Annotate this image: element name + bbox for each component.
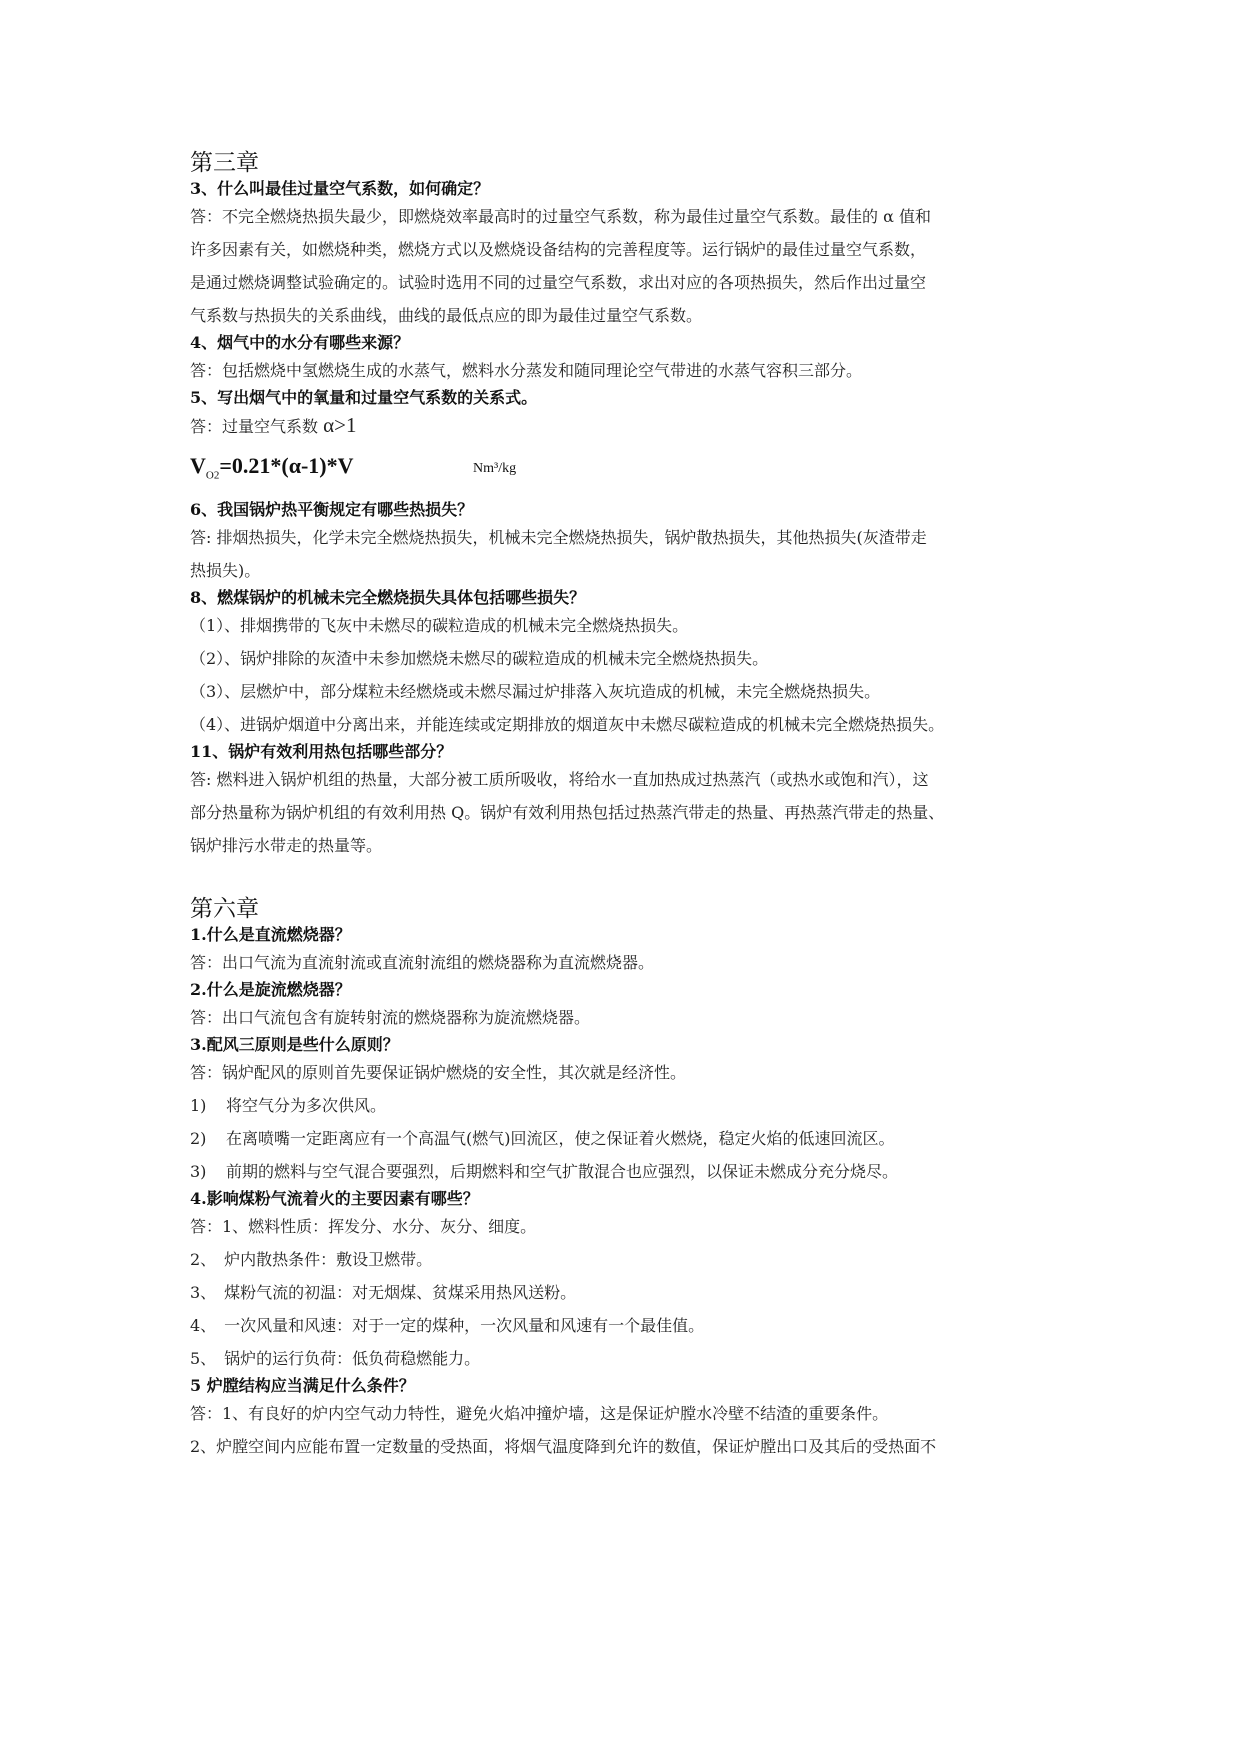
answer-line: 锅炉排污水带走的热量等。 bbox=[190, 836, 383, 855]
formula-v: V bbox=[190, 453, 206, 478]
answer-line: 许多因素有关，如燃烧种类，燃烧方式以及燃烧设备结构的完善程度等。运行锅炉的最佳过量空气系数， bbox=[190, 240, 927, 259]
answer-line: 答：锅炉配风的原则首先要保证锅炉燃烧的安全性，其次就是经济性。 bbox=[190, 1063, 687, 1082]
document-page bbox=[190, 148, 1060, 1463]
list-text: 将空气分为多次供风。 bbox=[226, 1096, 387, 1115]
oxygen-formula bbox=[190, 449, 1060, 491]
answer-line: 答：1、有良好的炉内空气动力特性，避免火焰冲撞炉墙，这是保证炉膛水冷壁不结渣的重要条件。 bbox=[190, 1404, 889, 1423]
answer-line: 5、 锅炉的运行负荷：低负荷稳燃能力。 bbox=[190, 1349, 481, 1368]
chapter-3-title: 第三章 bbox=[190, 150, 259, 176]
question-3-5: 5、写出烟气中的氧量和过量空气系数的关系式。 bbox=[190, 388, 538, 407]
answer-line: 答: 排烟热损失，化学未完全燃烧热损失，机械未完全燃烧热损失，锅炉散热损失，其他热损失(灰渣带走 bbox=[190, 528, 927, 547]
question-6-2: 2.什么是旋流燃烧器？ bbox=[190, 980, 351, 999]
alpha-expression: α>1 bbox=[323, 413, 357, 437]
answer-line: 气系数与热损失的关系曲线，曲线的最低点应的即为最佳过量空气系数。 bbox=[190, 306, 703, 325]
answer-line: 答：包括燃烧中氢燃烧生成的水蒸气，燃料水分蒸发和随同理论空气带进的水蒸气容积三部分。 bbox=[190, 361, 863, 380]
answer-line: 答: 燃料进入锅炉机组的热量，大部分被工质所吸收，将给水一直加热成过热蒸汽（或热水或饱和汽），这 bbox=[190, 770, 929, 789]
answer-line: 部分热量称为锅炉机组的有效利用热 Q。锅炉有效利用热包括过热蒸汽带走的热量、再热蒸汽带走的热量、 bbox=[190, 803, 945, 822]
answer-prefix: 答：过量空气系数 bbox=[190, 417, 319, 436]
question-3-3: 3、什么叫最佳过量空气系数，如何确定？ bbox=[190, 179, 490, 198]
question-6-3: 3.配风三原则是些什么原则？ bbox=[190, 1035, 399, 1054]
chapter-6-title: 第六章 bbox=[190, 896, 259, 922]
section-gap bbox=[190, 862, 1060, 894]
answer-line: （4）、进锅炉烟道中分离出来，并能连续或定期排放的烟道灰中未燃尽碳粒造成的机械未完全燃烧热损失。 bbox=[190, 715, 945, 734]
answer-line: 是通过燃烧调整试验确定的。试验时选用不同的过量空气系数，求出对应的各项热损失，然后作出过量空 bbox=[190, 273, 927, 292]
list-item bbox=[190, 1122, 1060, 1155]
list-item bbox=[190, 1155, 1060, 1188]
formula-body: =0.21*(α-1)*V bbox=[219, 453, 354, 478]
list-number: 2) bbox=[190, 1129, 207, 1148]
question-6-4: 4.影响煤粉气流着火的主要因素有哪些？ bbox=[190, 1189, 479, 1208]
answer-line: 答：1、燃料性质：挥发分、水分、灰分、细度。 bbox=[190, 1217, 537, 1236]
list-text: 在离喷嘴一定距离应有一个高温气(燃气)回流区，使之保证着火燃烧，稳定火焰的低速回流区。 bbox=[226, 1129, 895, 1148]
answer-line: 热损失)。 bbox=[190, 561, 261, 580]
answer-line: 2、炉膛空间内应能布置一定数量的受热面，将烟气温度降到允许的数值，保证炉膛出口及其后的受热面不 bbox=[190, 1437, 937, 1456]
answer-line: （1）、排烟携带的飞灰中未燃尽的碳粒造成的机械未完全燃烧热损失。 bbox=[190, 616, 689, 635]
formula-unit: Nm³/kg bbox=[473, 461, 517, 476]
list-number: 3) bbox=[190, 1162, 207, 1181]
formula-subscript: O2 bbox=[205, 469, 220, 482]
answer-line: 答：出口气流包含有旋转射流的燃烧器称为旋流燃烧器。 bbox=[190, 1008, 591, 1027]
list-number: 1) bbox=[190, 1096, 207, 1115]
question-6-5: 5 炉膛结构应当满足什么条件？ bbox=[190, 1376, 415, 1395]
answer-line: （3）、层燃炉中，部分煤粒未经燃烧或未燃尽漏过炉排落入灰坑造成的机械，未完全燃烧热损失。 bbox=[190, 682, 881, 701]
list-item bbox=[190, 1089, 1060, 1122]
list-text: 前期的燃料与空气混合要强烈，后期燃料和空气扩散混合也应强烈，以保证未燃成分充分烧尽。 bbox=[226, 1162, 899, 1181]
question-3-6: 6、我国锅炉热平衡规定有哪些热损失？ bbox=[190, 500, 474, 519]
question-3-8: 8、燃煤锅炉的机械未完全燃烧损失具体包括哪些损失？ bbox=[190, 588, 586, 607]
formula-expression bbox=[190, 453, 354, 481]
answer-line: 2、 炉内散热条件：敷设卫燃带。 bbox=[190, 1250, 433, 1269]
answer-line: 答：出口气流为直流射流或直流射流组的燃烧器称为直流燃烧器。 bbox=[190, 953, 655, 972]
answer-line: 答：不完全燃烧热损失最少，即燃烧效率最高时的过量空气系数，称为最佳过量空气系数。最佳的 α 值和 bbox=[190, 207, 931, 226]
answer-line: 4、 一次风量和风速：对于一定的煤种，一次风量和风速有一个最佳值。 bbox=[190, 1316, 705, 1335]
answer-line bbox=[190, 409, 1060, 443]
answer-line: 3、 煤粉气流的初温：对无烟煤、贫煤采用热风送粉。 bbox=[190, 1283, 577, 1302]
answer-line: （2）、锅炉排除的灰渣中未参加燃烧未燃尽的碳粒造成的机械未完全燃烧热损失。 bbox=[190, 649, 769, 668]
question-6-1: 1.什么是直流燃烧器？ bbox=[190, 925, 351, 944]
question-3-11: 11、锅炉有效利用热包括哪些部分？ bbox=[190, 742, 453, 761]
question-3-4: 4、烟气中的水分有哪些来源？ bbox=[190, 333, 410, 352]
